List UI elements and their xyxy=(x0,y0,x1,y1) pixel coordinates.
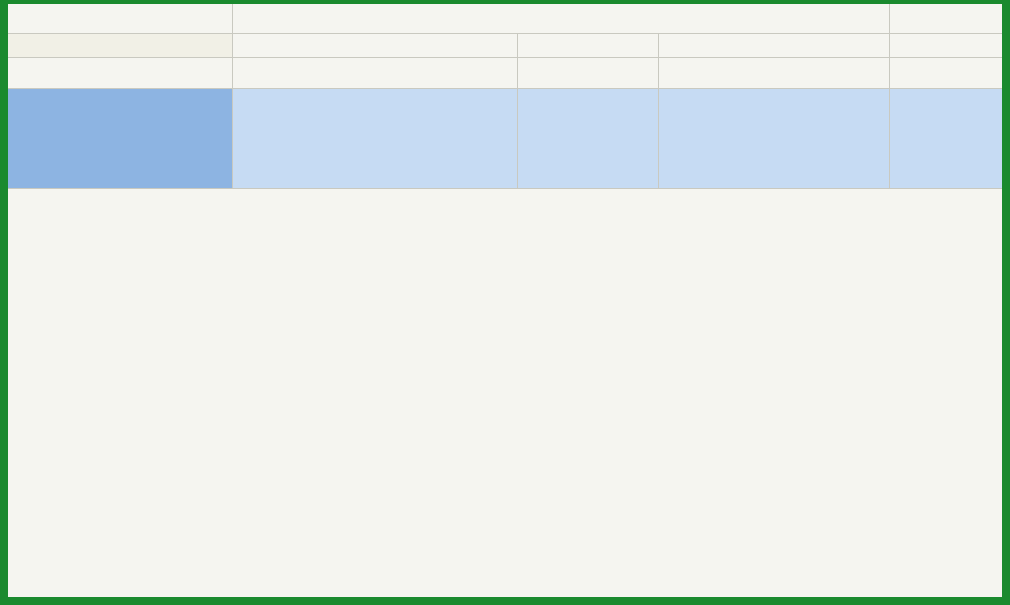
note-row xyxy=(8,34,1002,58)
header-kontext[interactable] xyxy=(233,89,518,189)
cell-b2[interactable] xyxy=(233,34,518,58)
cell-d3[interactable] xyxy=(659,58,890,89)
spreadsheet-frame xyxy=(8,4,1002,597)
header-ueberpruefung[interactable] xyxy=(659,89,890,189)
qm-um-row xyxy=(8,58,1002,89)
cell-e2[interactable] xyxy=(890,34,1002,58)
header-relevanz[interactable] xyxy=(518,89,659,189)
cell-a3[interactable] xyxy=(8,58,233,89)
qm-um-cell[interactable] xyxy=(233,58,518,89)
italic-note-cell[interactable] xyxy=(8,34,233,58)
title-cell[interactable] xyxy=(233,4,890,34)
header-row xyxy=(8,89,1002,189)
status-cell[interactable] xyxy=(890,4,1002,34)
header-regelung[interactable] xyxy=(890,89,1002,189)
cell-d2[interactable] xyxy=(659,34,890,58)
cell-a1[interactable] xyxy=(8,4,233,34)
header-context-norm[interactable] xyxy=(8,89,233,189)
cell-c2[interactable] xyxy=(518,34,659,58)
cell-e3[interactable] xyxy=(890,58,1002,89)
title-row xyxy=(8,4,1002,34)
cell-c3[interactable] xyxy=(518,58,659,89)
